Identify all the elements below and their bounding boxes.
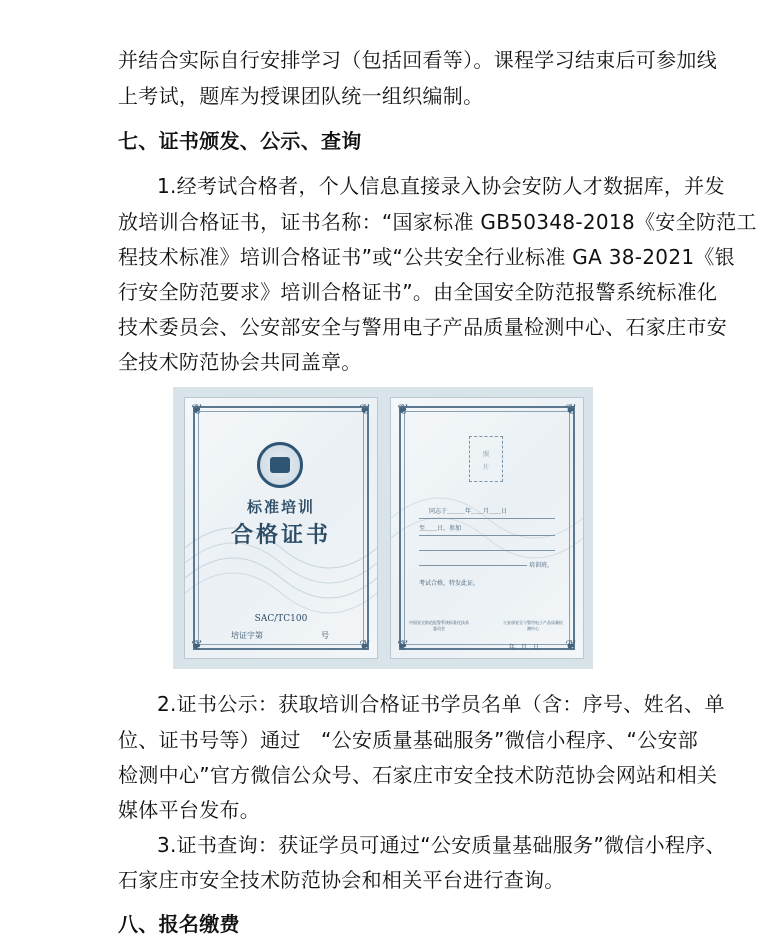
section-heading-7: 七、证书颁发、公示、查询 [118, 129, 362, 153]
issue-date: 年 月 日 [509, 644, 540, 651]
certificate-inner [390, 397, 584, 659]
form-line [419, 565, 527, 566]
committee-code: SAC/TC100 [254, 614, 308, 624]
paragraph-line: 1.经考试合格者，个人信息直接录入协会安防人才数据库，并发 [157, 174, 725, 198]
photo-label: 照 [482, 451, 489, 458]
paragraph-line: 位、证书号等）通过 “公安质量基础服务”微信小程序、“公安部 [118, 728, 699, 752]
paragraph-line: 行安全防范要求》培训合格证书”。由全国安全防范报警系统标准化 [118, 280, 718, 304]
form-row-2: 至＿＿日，参加 [419, 525, 462, 532]
cert-number-suffix: 号 [321, 631, 329, 640]
form-row-4: 考试合格，特发此证。 [419, 580, 480, 587]
corner-ornament-icon: ❦ [397, 638, 409, 654]
certificate-image [173, 387, 593, 669]
form-row-1: 同志于＿＿＿年＿＿月＿＿日 [429, 508, 508, 515]
paragraph-line: 并结合实际自行安排学习（包括回看等）。课程学习结束后可参加线 [118, 48, 717, 72]
paragraph-line: 媒体平台发布。 [118, 798, 261, 822]
photo-placeholder [469, 436, 503, 482]
paragraph-line: 上考试，题库为授课团队统一组织编制。 [118, 84, 484, 108]
form-line [419, 518, 555, 519]
paragraph-line: 全技术防范协会共同盖章。 [118, 350, 362, 374]
corner-ornament-icon: ❦ [397, 402, 409, 418]
corner-ornament-icon: ❦ [565, 402, 577, 418]
emblem-icon [257, 442, 303, 488]
certificate-cover [184, 397, 378, 659]
issuer-right: 公安部安全与警用电子产品质量检测中心 [503, 620, 563, 631]
form-row-3: 培训班， [529, 562, 554, 569]
corner-ornament-icon: ❦ [359, 638, 371, 654]
corner-ornament-icon: ❦ [191, 638, 203, 654]
paragraph-line: 技术委员会、公安部安全与警用电子产品质量检测中心、石家庄市安 [118, 315, 727, 339]
form-line [419, 535, 555, 536]
paragraph-line: 石家庄市安全技术防范协会和相关平台进行查询。 [118, 868, 565, 892]
paragraph-line: 放培训合格证书，证书名称：“国家标准 GB50348-2018《安全防范工 [118, 210, 757, 234]
cert-number-prefix: 培证字第 [231, 631, 263, 640]
cover-title-2: 合格证书 [230, 522, 331, 548]
form-line [419, 550, 555, 551]
paragraph-line: 2.证书公示：获取培训合格证书学员名单（含：序号、姓名、单 [157, 692, 725, 716]
corner-ornament-icon: ❦ [565, 638, 577, 654]
section-heading-8: 八、报名缴费 [118, 912, 240, 936]
photo-label: 片 [482, 464, 489, 471]
corner-ornament-icon: ❦ [191, 402, 203, 418]
paragraph-line: 检测中心”官方微信公众号、石家庄市安全技术防范协会网站和相关 [118, 763, 718, 787]
cover-title-1: 标准培训 [246, 498, 315, 516]
issuer-left: 中国安全防范报警系统标准化技术委员会 [409, 620, 469, 631]
paragraph-line: 程技术标准》培训合格证书”或“公共安全行业标准 GA 38-2021《银 [118, 245, 735, 269]
corner-ornament-icon: ❦ [359, 402, 371, 418]
paragraph-line: 3.证书查询：获证学员可通过“公安质量基础服务”微信小程序、 [157, 833, 726, 857]
